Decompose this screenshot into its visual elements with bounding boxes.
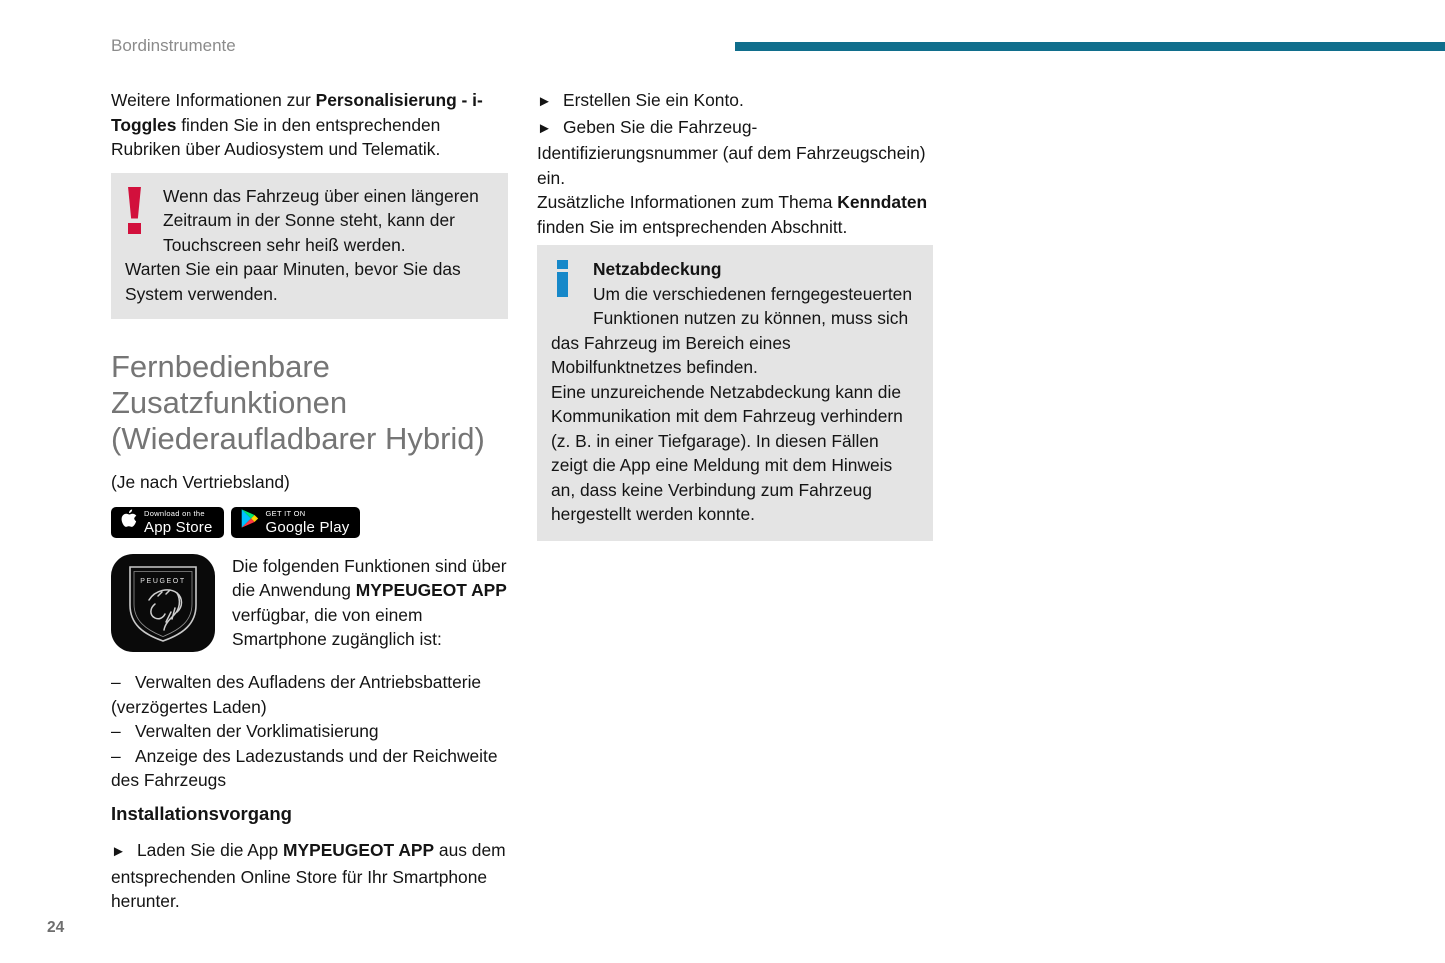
peugeot-logo-text: PEUGEOT [140, 577, 186, 585]
vin-step: ► Geben Sie die Fahrzeug-Identifizierungsnummer (auf dem Fahrzeugschein) ein. [537, 116, 926, 188]
info-box-title: Netzabdeckung [593, 259, 722, 279]
install-heading: Installationsvorgang [111, 802, 292, 824]
app-store-badge-label: App Store [144, 518, 213, 536]
header-accent-bar [735, 42, 1445, 51]
left-column [111, 88, 508, 914]
info-box [537, 245, 933, 541]
intro-paragraph: Weitere Informationen zur Personalisierung - i-Toggles finden Sie in den entsprechenden Rubriken über Audiosystem und Telematik. [111, 90, 483, 159]
section-title: Fernbedienbare Zusatzfunktionen (Wiederaufladbarer Hybrid) [111, 349, 485, 456]
feature-list [111, 670, 508, 793]
arrow-bullet-icon: ► [111, 843, 126, 860]
right-column [537, 88, 933, 541]
store-badges [111, 507, 508, 538]
feature-item: – Verwalten des Aufladens der Antriebsbatterie (verzögertes Laden) [111, 672, 482, 717]
google-play-badge[interactable] [231, 507, 361, 538]
info-box-text-2: Eine unzureichende Netzabdeckung kann die Kommunikation mit dem Fahrzeug verhindern (z. B. in einer Tiefgarage). In diesen Fällen zeigt die App eine Meldung mit dem Hinweis an, dass keine Verbindung zum Fahrzeug hergestellt werden konnte. [551, 381, 903, 524]
warning-text-1: Wenn das Fahrzeug über einen längeren Zeitraum in der Sonne steht, kann der Touchscreen sehr heiß werden. [163, 185, 479, 255]
info-icon [557, 260, 581, 310]
app-store-badge-caption: Download on the [144, 508, 205, 518]
feature-item: – Verwalten der Vorklimatisierung [111, 719, 508, 744]
page-number: 24 [47, 919, 65, 936]
info-box-text-1: Um die verschiedenen ferngegesteuerten Funktionen nutzen zu können, muss sich das Fahrzeug im Bereich eines Mobilfunktnetzes befinden. [551, 283, 913, 377]
availability-note: (Je nach Vertriebsland) [111, 472, 290, 492]
google-play-badge-label: Google Play [265, 518, 350, 536]
dash-marker: – [111, 721, 121, 741]
google-play-triangle-icon [240, 508, 259, 536]
warning-exclamation-icon [128, 187, 150, 237]
feature-item: – Anzeige des Ladezustands und der Reichweite des Fahrzeugs [111, 745, 498, 790]
google-play-badge-caption: GET IT ON [265, 508, 306, 518]
mypeugeot-app-icon [111, 554, 215, 659]
app-paragraph: Die folgenden Funktionen sind über die Anwendung MYPEUGEOT APP verfügbar, die von einem Smartphone zugänglich ist: [232, 555, 507, 649]
kenndaten-paragraph: Zusätzliche Informationen zum Thema Kenndaten finden Sie im entsprechenden Abschnitt. [537, 192, 928, 237]
dash-marker: – [111, 672, 121, 692]
app-description-row [111, 554, 508, 659]
warning-box [111, 173, 508, 320]
install-step: ► Laden Sie die App MYPEUGEOT APP aus dem entsprechenden Online Store für Ihr Smartphone herunter. [111, 840, 506, 911]
arrow-bullet-icon: ► [537, 119, 552, 137]
page-header-title: Bordinstrumente [111, 36, 236, 55]
dash-marker: – [111, 745, 121, 766]
app-store-badge[interactable] [111, 507, 224, 538]
apple-logo-icon [120, 509, 137, 536]
warning-text-2: Warten Sie ein paar Minuten, bevor Sie das System verwenden. [125, 259, 461, 304]
arrow-bullet-icon: ► [537, 93, 552, 110]
account-step: ► Erstellen Sie ein Konto. [537, 88, 933, 115]
